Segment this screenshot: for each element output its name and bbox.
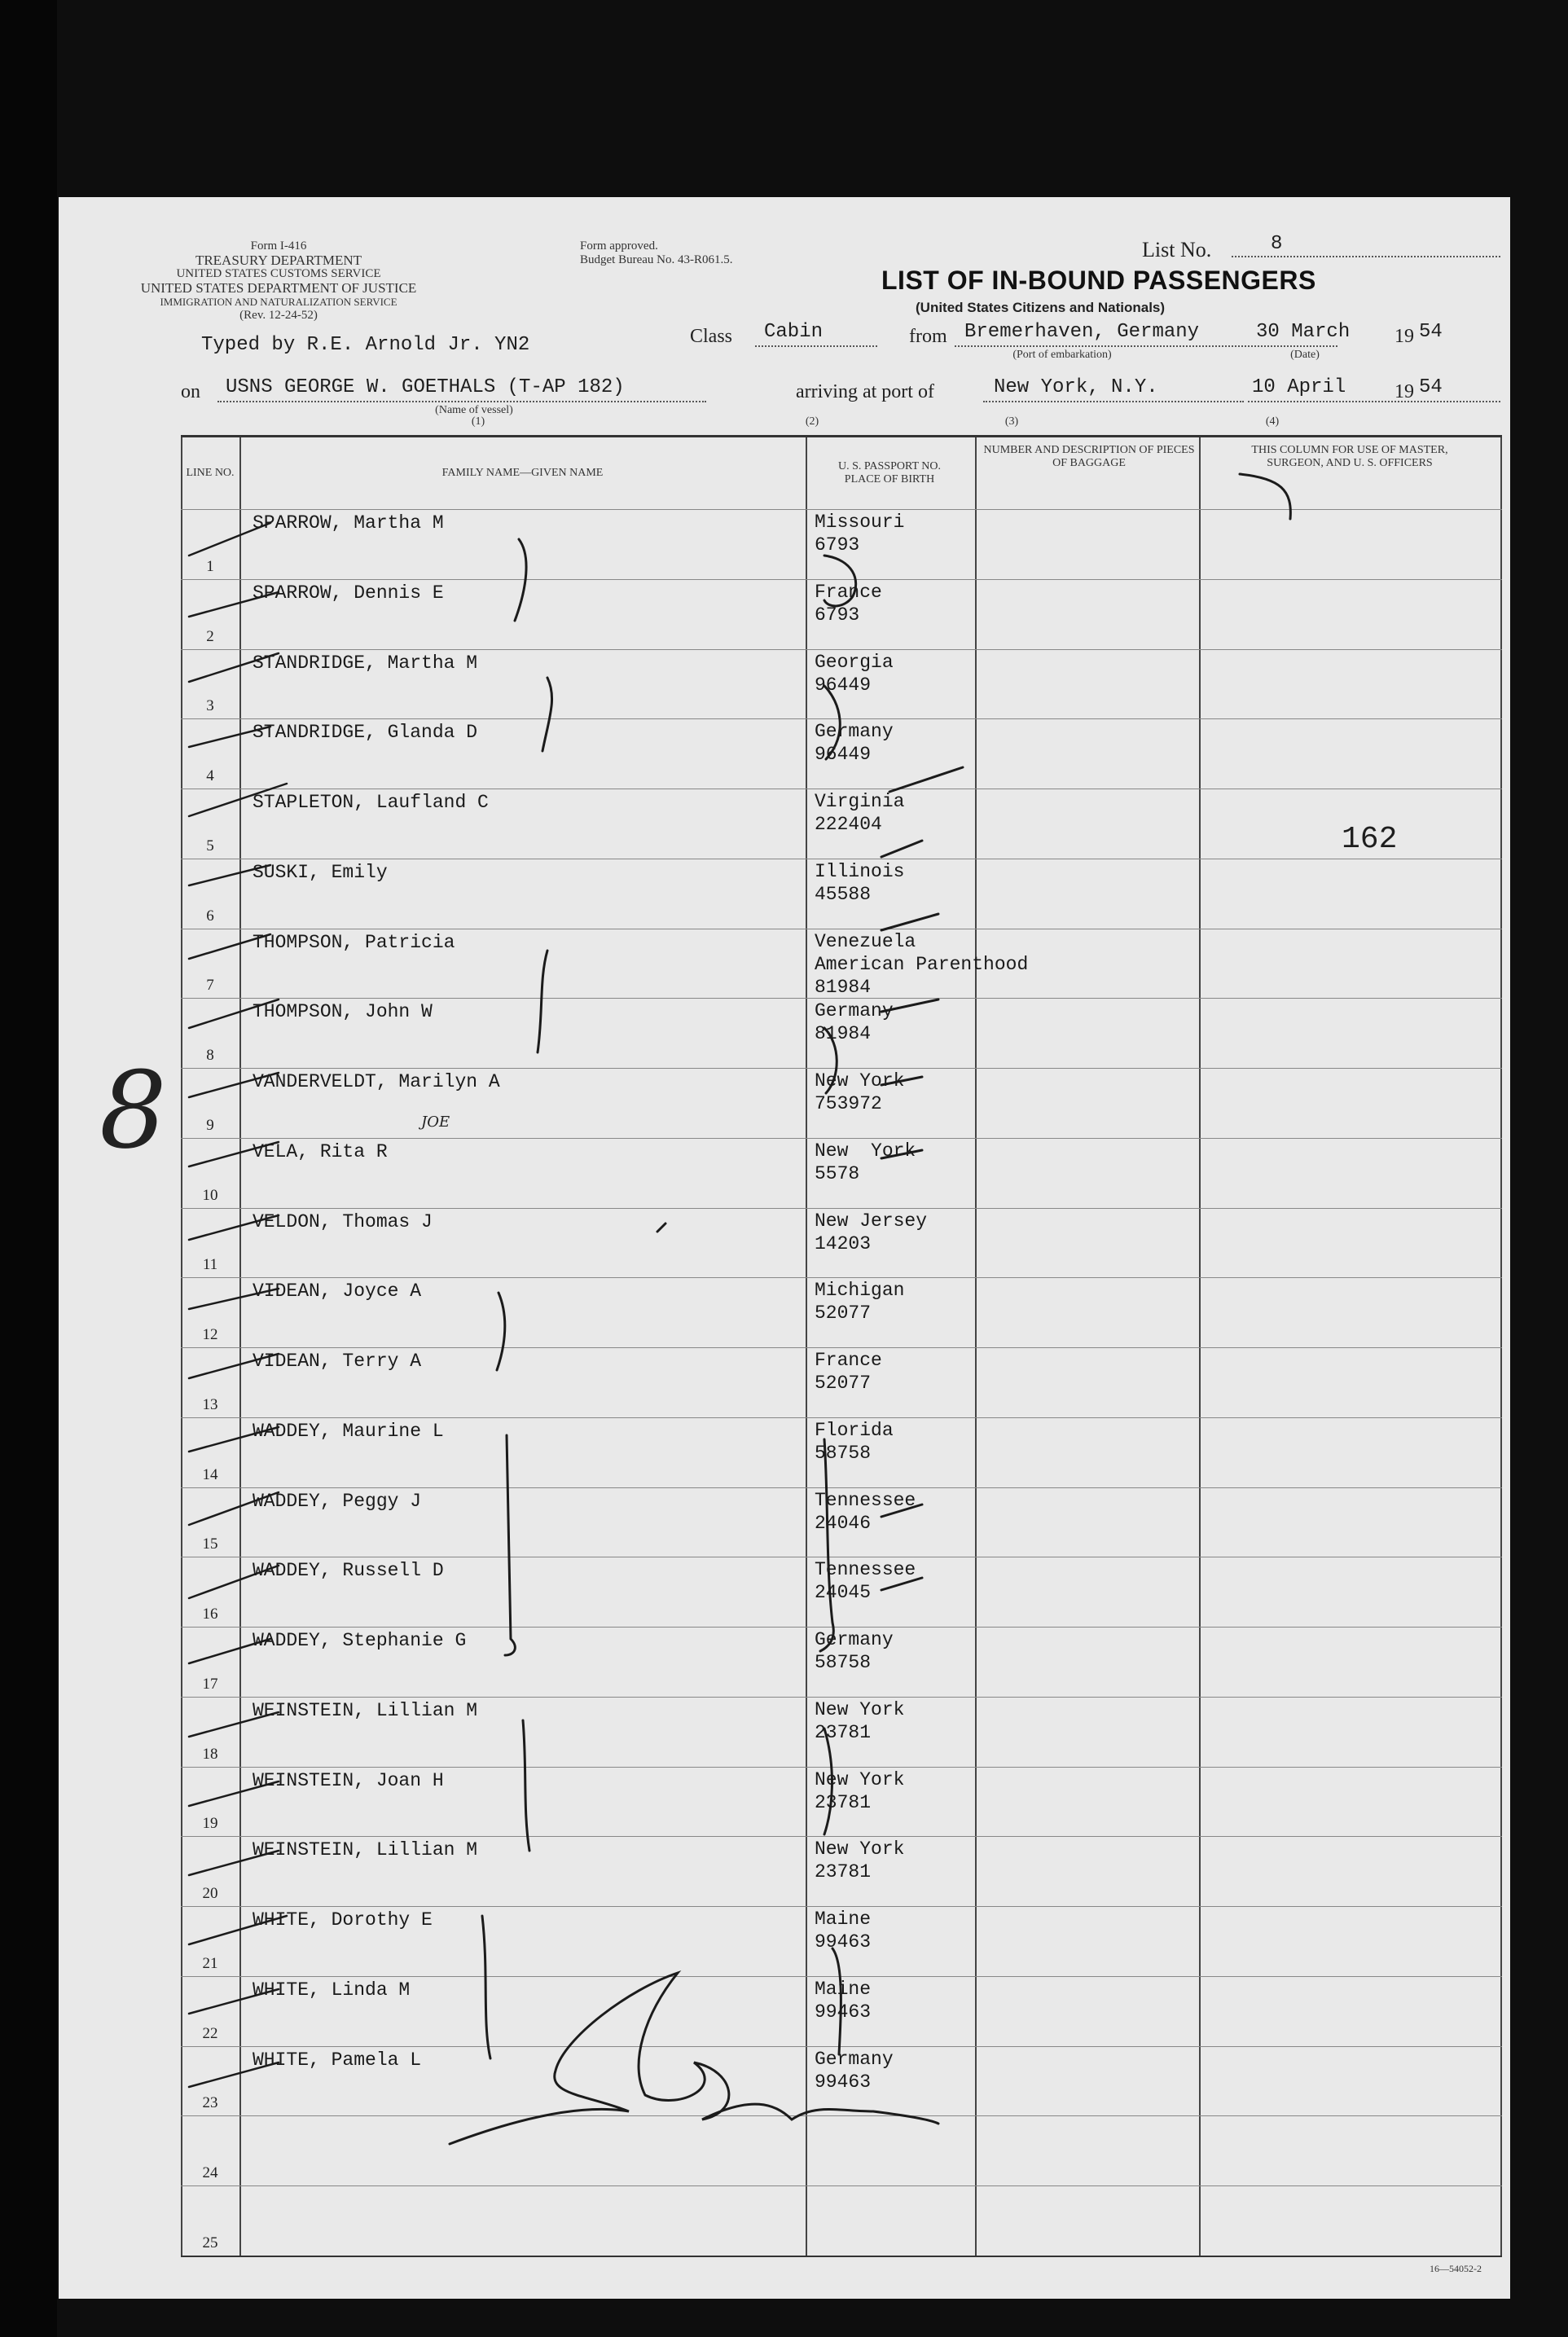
passenger-name: STANDRIDGE, Martha M <box>253 652 478 674</box>
passport-number: 96449 <box>815 674 872 696</box>
line-number: 20 <box>202 1885 218 1903</box>
passenger-name: THOMPSON, John W <box>253 1001 433 1023</box>
arrival-port: New York, N.Y. <box>994 376 1158 398</box>
place-of-birth: Georgia <box>815 651 894 673</box>
place-of-birth: Missouri <box>815 512 905 533</box>
from-label: from <box>909 326 947 347</box>
passport-number: 81984 <box>815 976 872 998</box>
class-label: Class <box>690 326 733 347</box>
line-number: 24 <box>202 2164 218 2182</box>
line-number: 1 <box>206 557 214 575</box>
place-of-birth: Germany <box>815 2048 894 2070</box>
line-number: 11 <box>202 1256 218 1274</box>
list-no-value: 8 <box>1271 233 1283 255</box>
justice-dept: UNITED STATES DEPARTMENT OF JUSTICE <box>140 280 417 296</box>
form-approved-text: Form approved. <box>580 239 658 253</box>
passenger-name: WADDEY, Russell D <box>253 1560 444 1582</box>
passenger-name: WHITE, Linda M <box>253 1979 411 2001</box>
embark-date: 30 March <box>1256 321 1351 343</box>
margin-number: 8 <box>99 1048 167 1172</box>
place-of-birth: New York <box>815 1838 905 1860</box>
passport-number: 81984 <box>815 1023 872 1045</box>
line-number: 7 <box>206 977 214 995</box>
passenger-name: WADDEY, Maurine L <box>253 1420 444 1442</box>
arrival-year-prefix: 19 <box>1395 381 1414 402</box>
place-of-birth: New York <box>815 1768 905 1790</box>
place-of-birth: Germany <box>815 1629 894 1651</box>
line-number: 14 <box>202 1465 218 1483</box>
place-of-birth: New York <box>815 1698 905 1720</box>
passenger-name: VIDEAN, Terry A <box>253 1351 422 1373</box>
form-number: Form I-416 <box>250 239 307 253</box>
arriving-label: arriving at port of <box>796 381 934 402</box>
place-of-birth: Tennessee <box>815 1559 916 1581</box>
line-number: 22 <box>202 2024 218 2042</box>
passenger-name: THOMPSON, Patricia <box>253 931 455 953</box>
vessel-caption: (Name of vessel) <box>435 404 513 416</box>
line-number: 18 <box>202 1745 218 1763</box>
passenger-name: WADDEY, Peggy J <box>253 1490 422 1512</box>
col-header-name: FAMILY NAME—GIVEN NAME <box>441 467 604 479</box>
place-of-birth: Germany <box>815 721 894 743</box>
port-of-embarkation: Bremerhaven, Germany <box>964 321 1200 343</box>
passport-number: 58758 <box>815 1652 872 1674</box>
line-number: 10 <box>202 1186 218 1204</box>
port-embark-caption: (Port of embarkation) <box>1012 349 1112 361</box>
budget-bureau-no: Budget Bureau No. 43-R061.5. <box>580 253 733 266</box>
passport-number: 52077 <box>815 1302 872 1324</box>
passport-number: 6793 <box>815 534 860 556</box>
passport-number: 24046 <box>815 1512 872 1534</box>
line-number: 5 <box>206 837 214 854</box>
typed-by: Typed by R.E. Arnold Jr. YN2 <box>201 334 530 356</box>
list-no-label: List No. <box>1142 238 1212 261</box>
passenger-name: WEINSTEIN, Lillian M <box>253 1839 478 1861</box>
passenger-name: VELA, Rita R <box>253 1140 388 1162</box>
footer-code: 16—54052-2 <box>1430 2263 1482 2274</box>
col-header-line-no: LINE NO. <box>186 467 235 479</box>
col-header-baggage: NUMBER AND DESCRIPTION OF PIECES OF BAGGAGE <box>983 444 1195 469</box>
line-number: 2 <box>206 627 214 645</box>
treasury-dept: TREASURY DEPARTMENT <box>195 253 362 268</box>
line-number: 19 <box>202 1815 218 1833</box>
passenger-name: SPARROW, Martha M <box>253 512 444 534</box>
ins-service: IMMIGRATION AND NATURALIZATION SERVICE <box>160 296 397 308</box>
line-number: 23 <box>202 2094 218 2112</box>
on-label: on <box>181 381 200 402</box>
passenger-name: STAPLETON, Laufland C <box>253 792 489 814</box>
col-header-passport: U. S. PASSPORT NO. PLACE OF BIRTH <box>838 460 941 485</box>
passenger-name: SPARROW, Dennis E <box>253 582 444 604</box>
place-of-birth: New Jersey <box>815 1210 928 1232</box>
line-number: 17 <box>202 1675 218 1693</box>
embark-year-prefix: 19 <box>1395 326 1414 347</box>
customs-service: UNITED STATES CUSTOMS SERVICE <box>176 267 381 280</box>
passenger-name: STANDRIDGE, Glanda D <box>253 722 478 744</box>
passenger-name: VIDEAN, Joyce A <box>253 1281 422 1302</box>
vessel-name: USNS GEORGE W. GOETHALS (T-AP 182) <box>226 376 625 398</box>
col-num-1: (1) <box>471 415 485 428</box>
passenger-name: SUSKI, Emily <box>253 861 388 883</box>
passport-number: 96449 <box>815 744 872 766</box>
col-num-3: (3) <box>1004 415 1019 428</box>
passport-number: 58758 <box>815 1442 872 1464</box>
col-header-officers: THIS COLUMN FOR USE OF MASTER, SURGEON, AND U. S. OFFICERS <box>1251 444 1448 469</box>
line-number: 13 <box>202 1395 218 1413</box>
line-number: 9 <box>206 1116 214 1134</box>
passport-number: 99463 <box>815 1931 872 1953</box>
page-title: LIST OF IN-BOUND PASSENGERS <box>881 266 1316 295</box>
place-of-birth: Maine <box>815 1978 872 2000</box>
embark-year: 54 <box>1419 321 1443 343</box>
place-of-birth: Venezuela American Parenthood <box>815 930 1029 975</box>
place-of-birth: Germany <box>815 1000 894 1022</box>
line-number: 4 <box>206 767 214 785</box>
col-num-2: (2) <box>805 415 819 428</box>
place-of-birth: France <box>815 581 882 603</box>
passport-number: 14203 <box>815 1232 872 1254</box>
line-number: 8 <box>206 1047 214 1065</box>
arrival-year: 54 <box>1419 376 1443 398</box>
joe-annotation: JOE <box>421 1114 450 1131</box>
passport-number: 23781 <box>815 1721 872 1743</box>
line-number: 6 <box>206 907 214 925</box>
manifest-page <box>59 197 1510 2299</box>
place-of-birth: Florida <box>815 1419 894 1441</box>
date-caption: (Date) <box>1290 349 1320 361</box>
place-of-birth: Michigan <box>815 1280 905 1302</box>
place-of-birth: Virginia <box>815 791 905 813</box>
passport-number: 5578 <box>815 1162 860 1184</box>
passport-number: 753972 <box>815 1093 882 1115</box>
page-subtitle: (United States Citizens and Nationals) <box>916 300 1166 315</box>
line-number: 12 <box>202 1326 218 1344</box>
passenger-name: WADDEY, Stephanie G <box>253 1630 467 1652</box>
place-of-birth: New York <box>815 1070 905 1092</box>
scan-border <box>0 0 57 2337</box>
place-of-birth: Illinois <box>815 860 905 882</box>
passenger-name: WHITE, Pamela L <box>253 2049 422 2071</box>
line-number: 15 <box>202 1535 218 1553</box>
passport-number: 52077 <box>815 1373 872 1395</box>
passport-number: 6793 <box>815 604 860 626</box>
line-number: 16 <box>202 1606 218 1623</box>
passport-number: 99463 <box>815 2071 872 2093</box>
passenger-name: VELDON, Thomas J <box>253 1210 433 1232</box>
place-of-birth: Tennessee <box>815 1489 916 1511</box>
passenger-name: WHITE, Dorothy E <box>253 1909 433 1931</box>
class-value: Cabin <box>764 321 824 343</box>
arrival-date: 10 April <box>1252 376 1346 398</box>
officer-number: 162 <box>1342 822 1398 857</box>
passport-number: 23781 <box>815 1861 872 1883</box>
place-of-birth: France <box>815 1350 882 1372</box>
passport-number: 23781 <box>815 1791 872 1813</box>
passenger-name: WEINSTEIN, Lillian M <box>253 1699 478 1721</box>
line-number: 25 <box>202 2234 218 2251</box>
place-of-birth: New York <box>815 1140 916 1162</box>
col-num-4: (4) <box>1265 415 1280 428</box>
line-number: 21 <box>202 1954 218 1972</box>
passport-number: 222404 <box>815 814 882 836</box>
handwritten-marks <box>59 197 1510 2299</box>
place-of-birth: Maine <box>815 1909 872 1931</box>
passport-number: 24045 <box>815 1582 872 1604</box>
line-number: 3 <box>206 697 214 715</box>
passport-number: 45588 <box>815 883 872 905</box>
passenger-name: WEINSTEIN, Joan H <box>253 1769 444 1791</box>
form-revision: (Rev. 12-24-52) <box>239 309 318 322</box>
passenger-name: VANDERVELDT, Marilyn A <box>253 1071 500 1093</box>
passport-number: 99463 <box>815 2001 872 2023</box>
